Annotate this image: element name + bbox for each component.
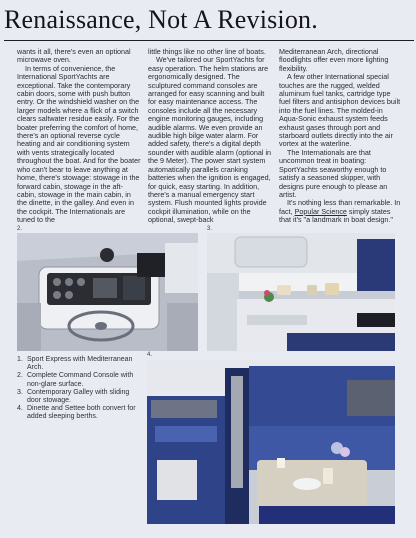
page-headline: Renaissance, Not A Revision.: [4, 5, 318, 34]
caption-number: 2.: [17, 372, 23, 380]
photo-captions: [17, 356, 141, 422]
text-column-1: [17, 48, 141, 226]
paragraph: Mediterranean Arch, directional floodlights offer even more lighting flexibility.: [279, 48, 389, 73]
text-column-2: [148, 48, 272, 226]
caption-number: 4.: [17, 405, 23, 413]
caption-text: Dinette and Settee both convert for added sleeping berths.: [27, 405, 136, 421]
photo-number-3: 3.: [207, 226, 213, 232]
photo-command-console: [17, 233, 198, 351]
caption-number: 3.: [17, 388, 23, 396]
photo-number-2: 2.: [17, 226, 23, 232]
paragraph-with-citation: [279, 199, 403, 224]
paragraph: wants it all, there's even an optional microwave oven.: [17, 48, 131, 65]
paragraph: little things like no other line of boats.: [148, 48, 266, 56]
caption-item: [17, 372, 141, 388]
paragraph-text: It's nothing less than remarkable. In fact,: [279, 198, 401, 216]
caption-text: Sport Express with Mediterranean Arch.: [27, 356, 133, 372]
paragraph: The Internationals are that uncommon treat in boating: SportYachts seaworthy enough to satisfy a seasoned skipper, with designs pure enough to please an artist.: [279, 147, 388, 199]
photo-galley: [207, 233, 395, 351]
paragraph: A few other International special touches are the rugged, welded aluminum fuel tanks, cartridge type fuel filters and antisiphon devices built into the fuel lines. The molded-in Aqua-Sonic exhaust system feeds exhaust gases through port and starboard outlets directly into the air vortex at the waterline.: [279, 72, 401, 149]
photo-number-4: 4.: [147, 352, 153, 358]
paragraph: In terms of convenience, the International SportYachts are exceptional. Take the contemporary cabin doors, some with push button entry. Or the windshield washer on the larger models where a flick of a switch clears saltwater residue easily. For the boater preferring the comfort of home, there's an optional reverse cycle heating and air conditioning system with vents strategically located throughout the boat. And for the boater who can't bear to leave anything at home, there's stowage: stowage in the forward cabin, stowage in the aft-cabin, stowage in the main cabin, in the dinette, in the galley. And even in the cockpit. The Internationals are tuned to the: [17, 63, 141, 225]
headline-rule: [4, 40, 414, 41]
caption-text: Contemporary Galley with sliding door stowage.: [27, 388, 130, 405]
caption-number: 1.: [17, 356, 23, 363]
photo-dinette-settee: [147, 360, 395, 524]
caption-text: Complete Command Console with non-glare surface.: [27, 372, 134, 388]
body-text-columns: [17, 48, 407, 226]
caption-item: [17, 389, 141, 405]
paragraph: We've tailored our SportYachts for easy operation. The helm stations are ergonomically designed. The sculptured command consoles are arranged for easy scanning and built for easy maintenance access. The consoles include all the necessary engine monitoring gauges, including audible alarms. We even provide an audible high bilge water alarm. For added safety, there's a digital depth sounder with audible alarm (optional in the 9 Meter). The power start system automatically parallels cranking batteries when the ignition is engaged, for quick, easy starting. In addition, there's a manual emergency start system. Flush mounted lights provide cockpit illumination, while on the optional, swept-back: [148, 55, 272, 225]
caption-item: [17, 405, 141, 421]
citation-popular-science: Popular Science: [294, 206, 347, 216]
caption-item: [17, 356, 141, 372]
text-column-3: [279, 48, 403, 226]
paragraph-text: simply states that it's "a landmark in boat design.": [279, 206, 393, 225]
